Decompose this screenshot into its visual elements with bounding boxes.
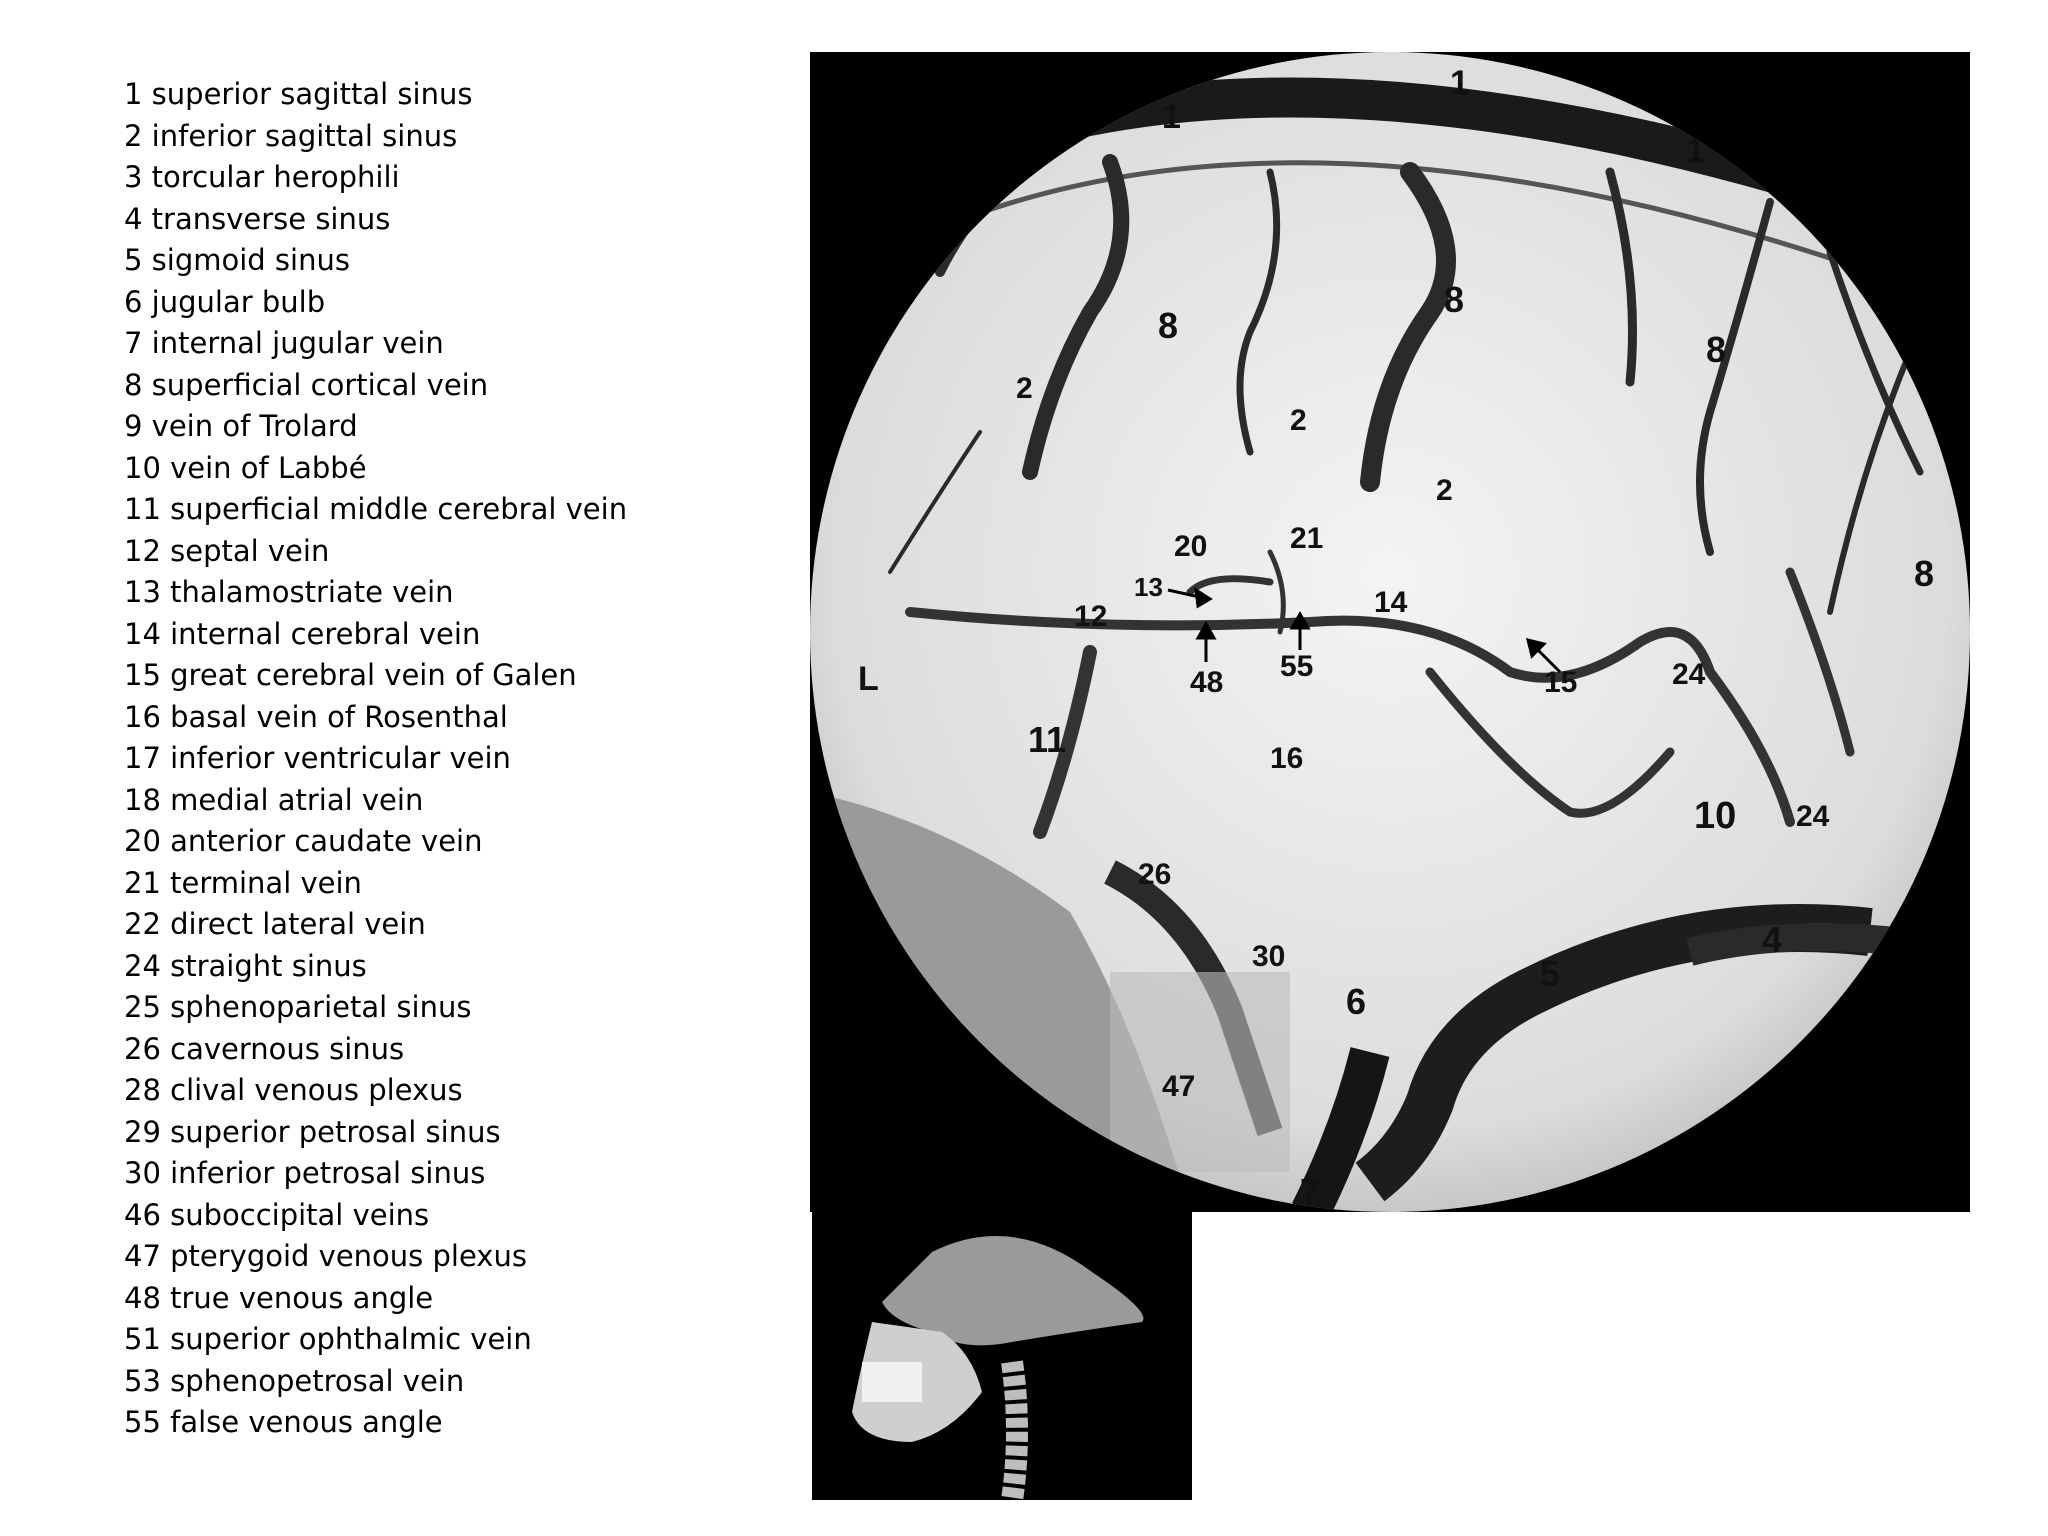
legend-item: 53 sphenopetrosal vein — [124, 1363, 465, 1398]
label-8-d: 8 — [1914, 553, 1935, 594]
legend-item: 16 basal vein of Rosenthal — [124, 699, 508, 734]
label-8-c: 8 — [1706, 329, 1727, 370]
legend-item: 18 medial atrial vein — [124, 782, 424, 817]
label-2-mid: 2 — [1290, 404, 1307, 437]
label-1-top: 1 — [1450, 64, 1469, 102]
legend-item: 8 superficial cortical vein — [124, 367, 489, 402]
legend-item: 46 suboccipital veins — [124, 1197, 430, 1232]
label-14: 14 — [1374, 586, 1408, 619]
label-1-left: 1 — [1162, 98, 1181, 136]
label-2-right: 2 — [1436, 474, 1453, 507]
label-7: 7 — [1300, 1171, 1321, 1212]
legend-item: 1 superior sagittal sinus — [124, 77, 473, 111]
legend-item: 30 inferior petrosal sinus — [124, 1156, 486, 1190]
legend-item: 25 sphenoparietal sinus — [124, 990, 472, 1024]
legend-item: 14 internal cerebral vein — [124, 616, 481, 651]
legend-item: 15 great cerebral vein of Galen — [124, 658, 577, 692]
label-2-left: 2 — [1016, 372, 1033, 405]
structure-legend — [124, 74, 627, 1444]
skull-orientation-inset — [812, 1212, 1192, 1500]
legend-item: 21 terminal vein — [124, 865, 362, 900]
legend-item: 20 anterior caudate vein — [124, 824, 483, 858]
legend-item: 7 internal jugular vein — [124, 326, 444, 360]
venous-angiogram — [810, 52, 1970, 1212]
legend-item: 24 straight sinus — [124, 948, 367, 983]
legend-item: 55 false venous angle — [124, 1405, 443, 1439]
label-48: 48 — [1190, 666, 1224, 699]
legend-item: 51 superior ophthalmic vein — [124, 1322, 532, 1356]
legend-item: 11 superficial middle cerebral vein — [124, 492, 628, 526]
label-1-right: 1 — [1686, 132, 1705, 170]
label-11: 11 — [1028, 719, 1067, 760]
label-16: 16 — [1270, 742, 1304, 775]
orientation-marker: L — [858, 660, 879, 698]
legend-item: 10 vein of Labbé — [124, 450, 367, 485]
label-4: 4 — [1762, 919, 1783, 960]
label-6: 6 — [1346, 981, 1367, 1022]
label-24-lower: 24 — [1796, 800, 1830, 833]
label-21: 21 — [1290, 522, 1324, 555]
legend-item: 28 clival venous plexus — [124, 1073, 463, 1107]
label-8-b: 8 — [1444, 279, 1465, 320]
label-30: 30 — [1252, 940, 1286, 973]
label-13: 13 — [1134, 572, 1163, 602]
label-5: 5 — [1540, 953, 1561, 994]
label-20: 20 — [1174, 530, 1208, 563]
legend-item: 6 jugular bulb — [124, 284, 326, 319]
legend-item: 17 inferior ventricular vein — [124, 741, 511, 775]
label-10: 10 — [1694, 795, 1737, 837]
label-8-a: 8 — [1158, 305, 1179, 346]
legend-item: 29 superior petrosal sinus — [124, 1114, 501, 1149]
legend-item: 26 cavernous sinus — [124, 1031, 405, 1066]
label-24-upper: 24 — [1672, 658, 1706, 691]
pterygoid-region — [1110, 972, 1290, 1172]
legend-item: 2 inferior sagittal sinus — [124, 118, 458, 153]
legend-item: 12 septal vein — [124, 533, 330, 568]
legend-item: 4 transverse sinus — [124, 201, 391, 236]
skull-teeth — [862, 1362, 922, 1402]
label-55: 55 — [1280, 650, 1314, 683]
legend-item: 5 sigmoid sinus — [124, 243, 350, 277]
legend-item: 47 pterygoid venous plexus — [124, 1239, 527, 1273]
legend-item: 13 thalamostriate vein — [124, 575, 454, 609]
label-15: 15 — [1544, 666, 1578, 699]
legend-item: 22 direct lateral vein — [124, 907, 426, 941]
legend-item: 9 vein of Trolard — [124, 409, 358, 443]
label-47: 47 — [1162, 1070, 1196, 1103]
label-26: 26 — [1138, 858, 1172, 891]
legend-item: 48 true venous angle — [124, 1280, 434, 1315]
label-12: 12 — [1074, 600, 1108, 633]
legend-item: 3 torcular herophili — [124, 160, 400, 194]
